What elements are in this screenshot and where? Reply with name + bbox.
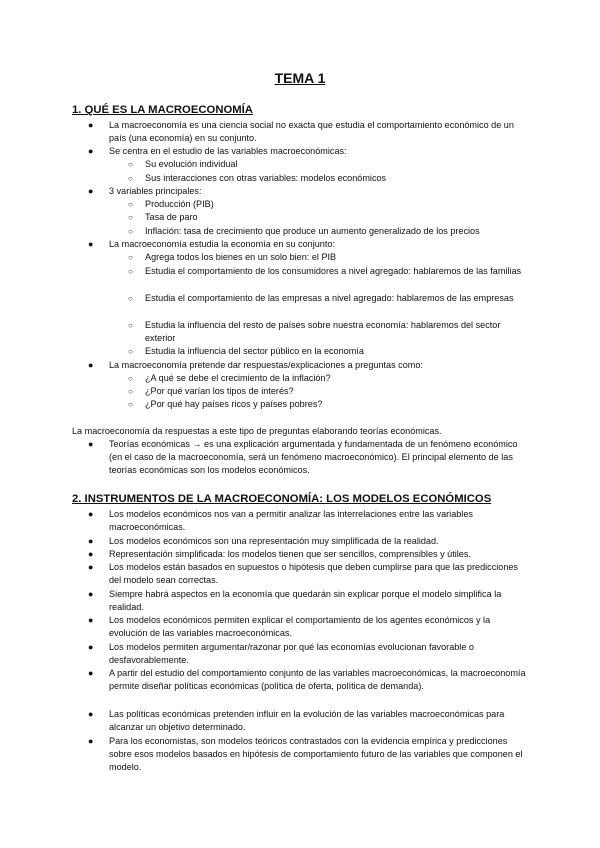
sub-list-item: ○ Su evolución individual bbox=[128, 159, 238, 169]
sub-list-item: ○ Inflación: tasa de crecimiento que produce un aumento generalizado de los precios bbox=[128, 226, 480, 236]
page-title: TEMA 1 bbox=[274, 70, 326, 86]
list-item: ● A partir del estudio del comportamiento conjunto de las variables macroeconómicas, la macroeconomía permite diseñar políticas económicas (política de oferta, política de demanda). bbox=[88, 668, 526, 691]
bullet-icon: ● bbox=[88, 146, 94, 156]
list-item: ● Para los economistas, son modelos teóricos contrastados con la evidencia empírica y predicciones sobre esos modelos basados en hipótesis de comportamiento futuro de las variables que componen el modelo. bbox=[88, 736, 523, 772]
circle-bullet-icon: ○ bbox=[128, 347, 133, 356]
bullet-icon: ● bbox=[88, 709, 94, 719]
circle-bullet-icon: ○ bbox=[128, 174, 133, 183]
list-item: ● Los modelos económicos nos van a permitir analizar las interrelaciones entre las variables macroeconómicas. bbox=[88, 509, 473, 532]
circle-bullet-icon: ○ bbox=[128, 387, 133, 396]
list-item: ● Los modelos económicos permiten explicar el comportamiento de los agentes económicos y la evolución de las variables macroeconómicas. bbox=[88, 615, 491, 638]
list-item: ● Las políticas económicas pretenden influir en la evolución de las variables macroeconómicas para alcanzar un objetivo determinado. bbox=[88, 709, 505, 732]
list-item: ● Representación simplificada: los modelos tienen que ser sencillos, comprensibles y útiles. bbox=[88, 549, 471, 559]
section-1-heading: 1. QUÉ ES LA MACROECONOMÍA bbox=[72, 104, 253, 116]
circle-bullet-icon: ○ bbox=[128, 253, 133, 262]
list-item: ● La macroeconomía pretende dar respuestas/explicaciones a preguntas como: bbox=[88, 360, 423, 370]
bullet-icon: ● bbox=[88, 562, 94, 572]
list-item: ● Teorías económicas → es una explicación argumentada y fundamentada de un fenómeno económico (en el caso de la macroeconomía, será un fenómeno macroeconómico). El principal elemento de las teorías económicas son los modelos económicos. bbox=[88, 439, 518, 475]
circle-bullet-icon: ○ bbox=[128, 160, 133, 169]
sub-list-item: ○ ¿Por qué varían los tipos de interés? bbox=[128, 386, 294, 396]
bullet-icon: ● bbox=[88, 509, 94, 519]
sub-list-item: ○ Agrega todos los bienes en un solo bien: el PIB bbox=[128, 252, 337, 262]
list-item: ● La macroeconomía estudia la economía en su conjunto: bbox=[88, 239, 335, 249]
circle-bullet-icon: ○ bbox=[128, 294, 133, 303]
list-item: ● Siempre habrá aspectos en la economía que quedarán sin explicar porque el modelo simplifica la realidad. bbox=[88, 589, 502, 612]
bullet-icon: ● bbox=[88, 360, 94, 370]
sub-list-item: ○ ¿Por qué hay países ricos y países pobres? bbox=[128, 399, 323, 409]
sub-list-item: ○ ¿A qué se debe el crecimiento de la inflación? bbox=[128, 373, 331, 383]
sub-list-item: ○ Sus interacciones con otras variables: modelos económicos bbox=[128, 173, 387, 183]
list-item: ● Los modelos permiten argumentar/razonar por qué las economías evolucionan favorable o desfavorablemente. bbox=[88, 642, 474, 665]
sub-list-item: ○ Producción (PIB) bbox=[128, 199, 214, 209]
bullet-icon: ● bbox=[88, 642, 94, 652]
circle-bullet-icon: ○ bbox=[128, 227, 133, 236]
list-item: ● 3 variables principales: bbox=[88, 186, 202, 196]
circle-bullet-icon: ○ bbox=[128, 213, 133, 222]
sub-list-item: ○ Estudia la influencia del resto de países sobre nuestra economía: hablaremos del sector exterior bbox=[128, 320, 501, 343]
list-item: ● Los modelos están basados en supuestos o hipótesis que deben cumplirse para que las predicciones del modelo sean correctas. bbox=[88, 562, 518, 585]
sub-list-item: ○ Estudia el comportamiento de las empresas a nivel agregado: hablaremos de las empresas bbox=[128, 293, 514, 303]
bullet-icon: ● bbox=[88, 668, 94, 678]
bullet-icon: ● bbox=[88, 589, 94, 599]
circle-bullet-icon: ○ bbox=[128, 267, 133, 276]
circle-bullet-icon: ○ bbox=[128, 200, 133, 209]
bullet-icon: ● bbox=[88, 549, 94, 559]
bullet-icon: ● bbox=[88, 239, 94, 249]
bullet-icon: ● bbox=[88, 615, 94, 625]
section-2-heading: 2. INSTRUMENTOS DE LA MACROECONOMÍA: LOS MODELOS ECONÓMICOS bbox=[72, 493, 492, 505]
sub-list-item: ○ Estudia la influencia del sector público en la economía bbox=[128, 346, 364, 356]
circle-bullet-icon: ○ bbox=[128, 374, 133, 383]
paragraph: La macroeconomía da respuestas a este tipo de preguntas elaborando teorías económicas. bbox=[72, 426, 442, 436]
bullet-icon: ● bbox=[88, 736, 94, 746]
sub-list-item: ○ Tasa de paro bbox=[128, 212, 198, 222]
list-item: ● Se centra en el estudio de las variables macroeconómicas: bbox=[88, 146, 347, 156]
bullet-icon: ● bbox=[88, 186, 94, 196]
bullet-icon: ● bbox=[88, 439, 94, 449]
bullet-icon: ● bbox=[88, 536, 94, 546]
list-item: ● La macroeconomía es una ciencia social no exacta que estudia el comportamiento económico de un país (una economía) en su conjunto. bbox=[88, 120, 514, 143]
sub-list-item: ○ Estudia el comportamiento de los consumidores a nivel agregado: hablaremos de las familias bbox=[128, 266, 522, 276]
circle-bullet-icon: ○ bbox=[128, 400, 133, 409]
list-item: ● Los modelos económicos son una representación muy simplificada de la realidad. bbox=[88, 536, 439, 546]
circle-bullet-icon: ○ bbox=[128, 321, 133, 330]
bullet-icon: ● bbox=[88, 120, 94, 130]
